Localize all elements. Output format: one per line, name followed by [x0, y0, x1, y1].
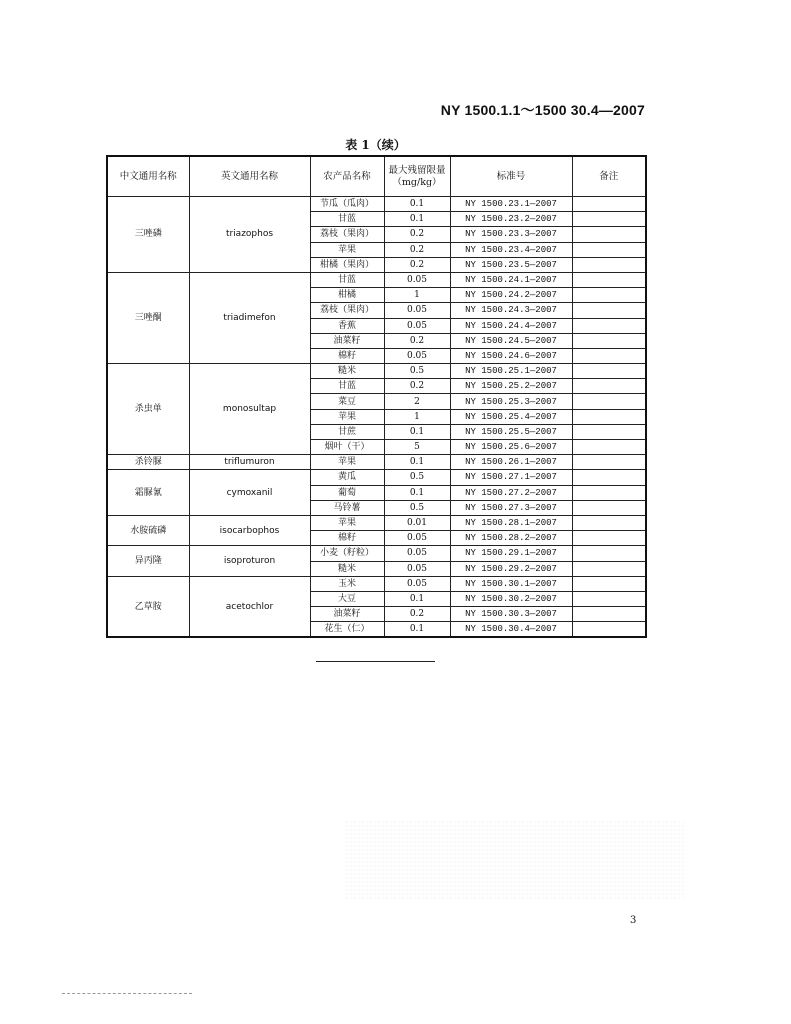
cell-remarks	[572, 272, 646, 287]
cell-standard: NY 1500.24.4—2007	[450, 318, 572, 333]
cell-remarks	[572, 546, 646, 561]
cell-standard: NY 1500.25.2—2007	[450, 379, 572, 394]
cell-crop: 甘蓝	[310, 212, 384, 227]
page-number: 3	[630, 915, 637, 926]
cell-crop: 花生（仁）	[310, 622, 384, 638]
table-row	[107, 576, 646, 591]
cell-en-name: triadimefon	[189, 272, 310, 363]
cell-standard: NY 1500.30.1—2007	[450, 576, 572, 591]
cell-remarks	[572, 227, 646, 242]
cell-standard: NY 1500.24.2—2007	[450, 288, 572, 303]
column-header-standard: 标准号	[450, 156, 572, 197]
cell-crop: 柑橘	[310, 288, 384, 303]
column-header-cn-name: 中文通用名称	[107, 156, 189, 197]
cell-remarks	[572, 333, 646, 348]
cell-cn-name: 三唑酮	[107, 272, 189, 363]
cell-remarks	[572, 242, 646, 257]
cell-en-name: cymoxanil	[189, 470, 310, 516]
cell-en-name: triflumuron	[189, 455, 310, 470]
cell-mrl: 2	[384, 394, 450, 409]
cell-cn-name: 杀铃脲	[107, 455, 189, 470]
cell-crop: 苹果	[310, 455, 384, 470]
cell-standard: NY 1500.23.3—2007	[450, 227, 572, 242]
cell-mrl: 0.1	[384, 424, 450, 439]
cell-cn-name: 乙草胺	[107, 576, 189, 637]
cell-mrl: 0.2	[384, 242, 450, 257]
cell-remarks	[572, 288, 646, 303]
cell-standard: NY 1500.24.5—2007	[450, 333, 572, 348]
table-caption: 表 1（续）	[345, 138, 406, 152]
cell-standard: NY 1500.23.2—2007	[450, 212, 572, 227]
cell-crop: 柑橘（果肉）	[310, 257, 384, 272]
cell-crop: 棉籽	[310, 348, 384, 363]
cell-standard: NY 1500.25.1—2007	[450, 364, 572, 379]
cell-cn-name: 杀虫单	[107, 364, 189, 455]
cell-en-name: isocarbophos	[189, 515, 310, 545]
cell-standard: NY 1500.24.6—2007	[450, 348, 572, 363]
cell-remarks	[572, 515, 646, 530]
cell-cn-name: 异丙隆	[107, 546, 189, 576]
cell-remarks	[572, 409, 646, 424]
scan-edge-mark	[62, 993, 192, 994]
cell-cn-name: 霜脲氰	[107, 470, 189, 516]
cell-crop: 菜豆	[310, 394, 384, 409]
cell-mrl: 0.05	[384, 546, 450, 561]
cell-standard: NY 1500.25.6—2007	[450, 440, 572, 455]
cell-mrl: 0.05	[384, 576, 450, 591]
cell-crop: 节瓜（瓜肉）	[310, 197, 384, 212]
table-header-row	[107, 156, 646, 197]
cell-mrl: 0.1	[384, 622, 450, 638]
cell-standard: NY 1500.30.3—2007	[450, 607, 572, 622]
cell-crop: 糙米	[310, 561, 384, 576]
cell-remarks	[572, 364, 646, 379]
table-row	[107, 546, 646, 561]
table-row	[107, 515, 646, 530]
cell-crop: 甘蓝	[310, 379, 384, 394]
cell-remarks	[572, 379, 646, 394]
cell-crop: 葡萄	[310, 485, 384, 500]
cell-mrl: 1	[384, 409, 450, 424]
cell-standard: NY 1500.25.5—2007	[450, 424, 572, 439]
cell-remarks	[572, 348, 646, 363]
cell-mrl: 0.05	[384, 272, 450, 287]
pesticide-residue-table	[106, 155, 647, 638]
cell-mrl: 0.2	[384, 227, 450, 242]
cell-standard: NY 1500.24.3—2007	[450, 303, 572, 318]
cell-crop: 甘蓝	[310, 272, 384, 287]
cell-standard: NY 1500.26.1—2007	[450, 455, 572, 470]
cell-remarks	[572, 622, 646, 638]
cell-mrl: 0.1	[384, 591, 450, 606]
cell-crop: 苹果	[310, 242, 384, 257]
cell-crop: 甘蔗	[310, 424, 384, 439]
cell-standard: NY 1500.24.1—2007	[450, 272, 572, 287]
table-row	[107, 197, 646, 212]
cell-remarks	[572, 257, 646, 272]
table-row	[107, 272, 646, 287]
cell-mrl: 0.5	[384, 500, 450, 515]
cell-standard: NY 1500.23.5—2007	[450, 257, 572, 272]
cell-remarks	[572, 424, 646, 439]
cell-mrl: 0.5	[384, 470, 450, 485]
cell-standard: NY 1500.28.1—2007	[450, 515, 572, 530]
cell-standard: NY 1500.23.1—2007	[450, 197, 572, 212]
cell-remarks	[572, 607, 646, 622]
cell-standard: NY 1500.30.4—2007	[450, 622, 572, 638]
column-header-crop: 农产品名称	[310, 156, 384, 197]
cell-en-name: isoproturon	[189, 546, 310, 576]
cell-mrl: 0.05	[384, 561, 450, 576]
cell-mrl: 5	[384, 440, 450, 455]
cell-mrl: 0.1	[384, 212, 450, 227]
cell-remarks	[572, 212, 646, 227]
cell-crop: 荔枝（果肉）	[310, 303, 384, 318]
standard-code-header: NY 1500.1.1～1500 30.4—2007	[440, 102, 645, 118]
cell-mrl: 0.01	[384, 515, 450, 530]
cell-crop: 苹果	[310, 409, 384, 424]
cell-en-name: monosultap	[189, 364, 310, 455]
cell-standard: NY 1500.27.1—2007	[450, 470, 572, 485]
cell-remarks	[572, 470, 646, 485]
cell-mrl: 0.5	[384, 364, 450, 379]
cell-mrl: 0.2	[384, 607, 450, 622]
cell-standard: NY 1500.27.2—2007	[450, 485, 572, 500]
cell-mrl: 1	[384, 288, 450, 303]
cell-cn-name: 三唑磷	[107, 197, 189, 273]
cell-mrl: 0.05	[384, 531, 450, 546]
cell-standard: NY 1500.28.2—2007	[450, 531, 572, 546]
cell-standard: NY 1500.29.1—2007	[450, 546, 572, 561]
end-of-standard-rule	[316, 661, 435, 662]
table-row	[107, 364, 646, 379]
cell-cn-name: 水胺硫磷	[107, 515, 189, 545]
cell-remarks	[572, 440, 646, 455]
cell-crop: 玉米	[310, 576, 384, 591]
cell-crop: 香蕉	[310, 318, 384, 333]
cell-standard: NY 1500.23.4—2007	[450, 242, 572, 257]
cell-remarks	[572, 455, 646, 470]
cell-mrl: 0.05	[384, 348, 450, 363]
cell-crop: 小麦（籽粒）	[310, 546, 384, 561]
cell-mrl: 0.2	[384, 257, 450, 272]
cell-remarks	[572, 500, 646, 515]
table-body	[107, 197, 646, 638]
cell-remarks	[572, 394, 646, 409]
cell-mrl: 0.1	[384, 455, 450, 470]
cell-crop: 油菜籽	[310, 333, 384, 348]
cell-remarks	[572, 561, 646, 576]
column-header-en-name: 英文通用名称	[189, 156, 310, 197]
cell-remarks	[572, 318, 646, 333]
column-header-remarks: 备注	[572, 156, 646, 197]
cell-crop: 马铃薯	[310, 500, 384, 515]
cell-crop: 烟叶（干）	[310, 440, 384, 455]
cell-mrl: 0.05	[384, 318, 450, 333]
cell-crop: 糙米	[310, 364, 384, 379]
cell-crop: 棉籽	[310, 531, 384, 546]
cell-remarks	[572, 576, 646, 591]
scan-noise	[345, 820, 685, 900]
cell-remarks	[572, 591, 646, 606]
cell-mrl: 0.2	[384, 333, 450, 348]
cell-standard: NY 1500.25.3—2007	[450, 394, 572, 409]
cell-remarks	[572, 531, 646, 546]
cell-standard: NY 1500.27.3—2007	[450, 500, 572, 515]
cell-remarks	[572, 485, 646, 500]
cell-mrl: 0.1	[384, 197, 450, 212]
cell-standard: NY 1500.30.2—2007	[450, 591, 572, 606]
cell-remarks	[572, 197, 646, 212]
cell-remarks	[572, 303, 646, 318]
cell-crop: 荔枝（果肉）	[310, 227, 384, 242]
column-header-mrl: 最大残留限量 （mg/kg）	[384, 156, 450, 197]
cell-crop: 大豆	[310, 591, 384, 606]
cell-mrl: 0.1	[384, 485, 450, 500]
cell-crop: 苹果	[310, 515, 384, 530]
cell-mrl: 0.2	[384, 379, 450, 394]
cell-standard: NY 1500.25.4—2007	[450, 409, 572, 424]
cell-mrl: 0.05	[384, 303, 450, 318]
cell-en-name: acetochlor	[189, 576, 310, 637]
table-row	[107, 455, 646, 470]
table-row	[107, 470, 646, 485]
cell-en-name: triazophos	[189, 197, 310, 273]
cell-crop: 油菜籽	[310, 607, 384, 622]
cell-crop: 黄瓜	[310, 470, 384, 485]
cell-standard: NY 1500.29.2—2007	[450, 561, 572, 576]
